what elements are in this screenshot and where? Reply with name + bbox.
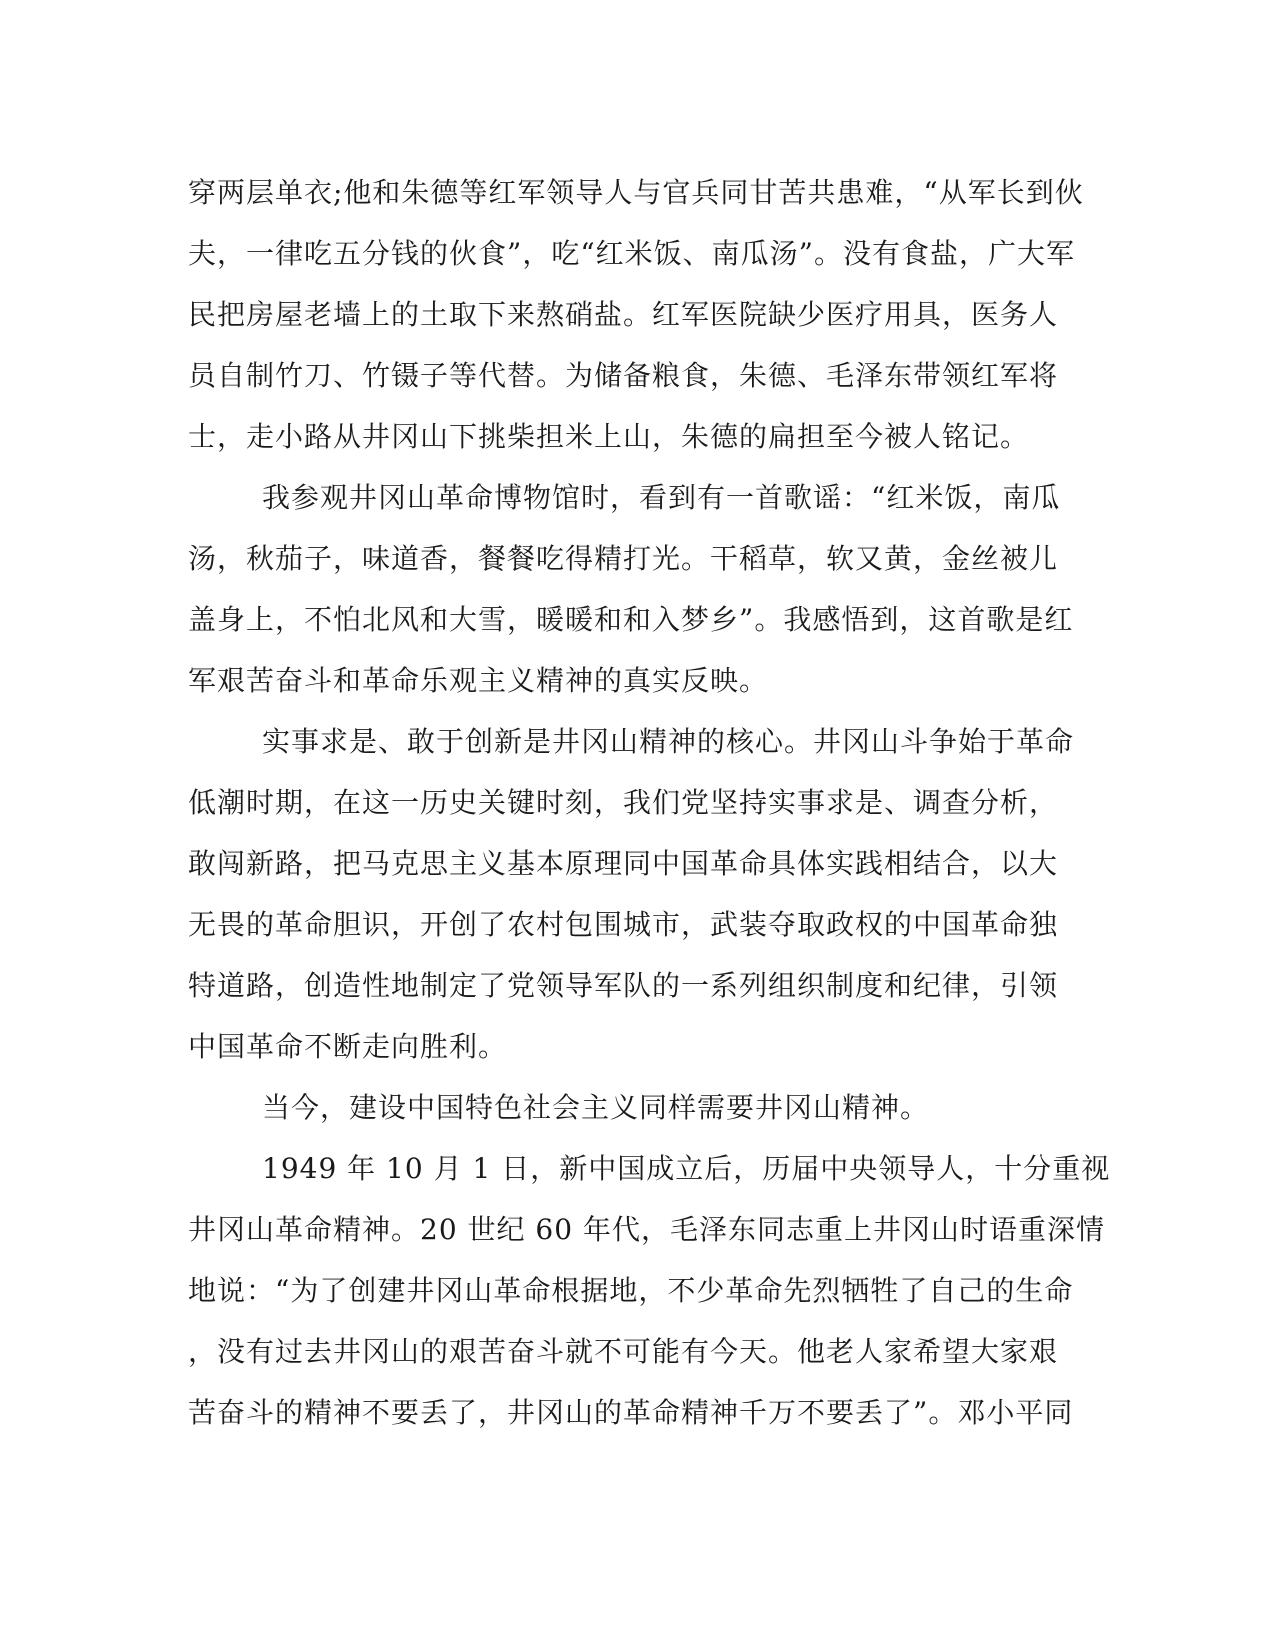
text-line: 特道路，创造性地制定了党领导军队的一系列组织制度和纪律，引领: [188, 969, 1059, 1002]
text-line: 井冈山革命精神。20 世纪 60 年代，毛泽东同志重上井冈山时语重深情: [188, 1213, 1105, 1246]
text-line: 穿两层单衣;他和朱德等红军领导人与官兵同甘苦共患难，“从军长到伙: [188, 176, 1084, 209]
text-line: 无畏的革命胆识，开创了农村包围城市，武装夺取政权的中国革命独: [188, 908, 1059, 941]
text-line: 盖身上，不怕北风和大雪，暖暖和和入梦乡”。我感悟到，这首歌是红: [188, 603, 1074, 636]
body-text: [188, 162, 1111, 1443]
text-line: 夫，一律吃五分钱的伙食”，吃“红米饭、南瓜汤”。没有食盐，广大军: [188, 237, 1075, 270]
text-line: 地说：“为了创建井冈山革命根据地，不少革命先烈牺牲了自己的生命: [188, 1274, 1074, 1307]
paragraph-first-line: 我参观井冈山革命博物馆时，看到有一首歌谣：“红米饭，南瓜: [262, 481, 1061, 514]
paragraph-first-line: 当今，建设中国特色社会主义同样需要井冈山精神。: [262, 1091, 930, 1124]
text-line: 汤，秋茄子，味道香，餐餐吃得精打光。干稻草，软又黄，金丝被儿: [188, 542, 1059, 575]
text-line: 士，走小路从井冈山下挑柴担米上山，朱德的扁担至今被人铭记。: [188, 420, 1030, 453]
text-line: 员自制竹刀、竹镊子等代替。为储备粮食，朱德、毛泽东带领红军将: [188, 359, 1059, 392]
paragraph-first-line: 实事求是、敢于创新是井冈山精神的核心。井冈山斗争始于革命: [262, 725, 1075, 758]
text-line: 敢闯新路，把马克思主义基本原理同中国革命具体实践相结合，以大: [188, 847, 1059, 880]
text-line: 低潮时期，在这一历史关键时刻，我们党坚持实事求是、调查分析，: [188, 786, 1059, 819]
text-line: ，没有过去井冈山的艰苦奋斗就不可能有今天。他老人家希望大家艰: [188, 1335, 1059, 1368]
text-line: 军艰苦奋斗和革命乐观主义精神的真实反映。: [188, 664, 769, 697]
text-line: 苦奋斗的精神不要丢了，井冈山的革命精神千万不要丢了”。邓小平同: [188, 1396, 1074, 1429]
text-line: 民把房屋老墙上的土取下来熬硝盐。红军医院缺少医疗用具，医务人: [188, 298, 1059, 331]
text-line: 中国革命不断走向胜利。: [188, 1030, 508, 1063]
paragraph-first-line: 1949 年 10 月 1 日，新中国成立后，历届中央领导人，十分重视: [262, 1152, 1111, 1185]
